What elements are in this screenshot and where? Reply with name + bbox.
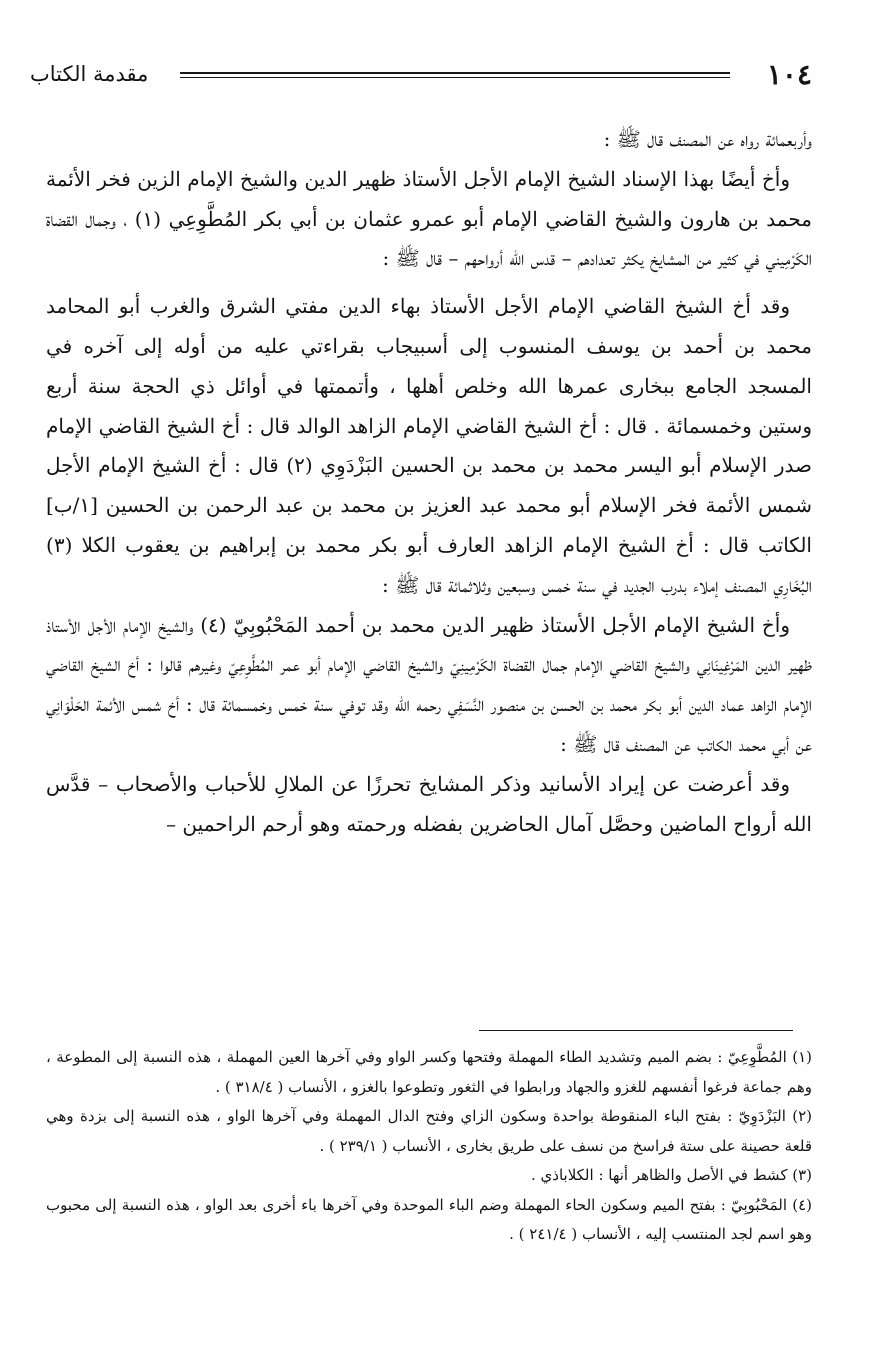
footnote-2: (٢) البَزْدَوِيّ : بفتح الباء المنقوطة بواحدة وسكون الزاي وفتح الدال المهملة وفي آخرها الواو ، هذه النسبة إلى بزدة وهي قلعة حصينة على ستة فراسخ من نسف على طريق بخارى ، الأنساب ( ٢٣٩/١ ) .	[46, 1107, 812, 1155]
footnote-3: (٣) كشط في الأصل والظاهر أنها : الكلاباذي .	[531, 1166, 812, 1184]
paragraph-3: وقد أخ الشيخ القاضي الإمام الأجل الأستاذ بهاء الدين مفتي الشرق والغرب أبو المحامد محمد بن أحمد بن يوسف المنسوب إلى أسبيجاب بقراءتي عليه من أوله إلى آخره في المسجد الجامع ببخارى عمرها الله وخلص أهلها ، وأتممتها في أوائل ذي الحجة سنة أربع وستين وخمسمائة . قال : أخ الشيخ القاضي الإمام الزاهد الوالد قال : أخ الشيخ القاضي الإمام صدر الإسلام أبو اليسر محمد بن محمد بن الحسين البَزْدَوِي (٢) قال : أخ الشيخ الإمام الأجل شمس الأئمة فخر الإسلام أبو محمد عبد العزيز بن محمد بن عبد الرحمن بن الحسين [١/ب] الكاتب قال : أخ الشيخ الإمام الزاهد العارف أبو بكر محمد بن إبراهيم بن يعقوب الكلا (٣) البُخَارِي المصنف إملاء بدرب الجديد في سنة خمس وسبعين وثلاثمائة قال ﷺ :	[46, 294, 812, 597]
footnote-separator	[479, 1030, 793, 1031]
paragraph-1: وأربعمائة رواه عن المصنف قال ﷺ :	[603, 127, 812, 151]
paragraph-4: وأخ الشيخ الإمام الأجل الأستاذ ظهير الدين محمد بن أحمد المَحْبُوبِيّ (٤) والشيخ الإمام الأجل الأستاذ ظهير الدين المَرْغِينَانِي والشيخ القاضي الإمام جمال القضاة الكَرْمِينِيّ والشيخ القاضي الإمام أبو عمر المُطَّوِعِيّ وغيرهم قالوا : أخ الشيخ القاضي الإمام الزاهد عماد الدين أبو بكر محمد بن الحسن بن منصور النَّسَفِي رحمه الله وقد توفي سنة خمس وخمسمائة قال : أخ شمس الأئمة الحَلْوَانِي عن أبي محمد الكاتب عن المصنف قال ﷺ :	[46, 612, 812, 756]
footnote-4: (٤) المَحْبُوبِيّ : بفتح الميم وسكون الحاء المهملة وضم الباء الموحدة وفي آخرها باء أخرى بعد الواو ، هذه النسبة إلى محبوب وهو اسم لجد المنتسب إليه ، الأنساب ( ٢٤١/٤ ) .	[46, 1195, 812, 1243]
page-number: ١٠٤	[766, 58, 812, 91]
main-text	[46, 120, 812, 844]
footnotes	[46, 1043, 812, 1250]
paragraph-5: وقد أعرضت عن إيراد الأسانيد وذكر المشايخ تحرزًا عن الملالِ للأحباب والأصحاب – قدَّس الله أرواح الماضين وحصَّل آمال الحاضرين بفضله ورحمته وهو أرحم الراحمين –	[46, 771, 812, 836]
footnote-1: (١) المُطَّوِعِيّ : بضم الميم وتشديد الطاء المهملة وفتحها وكسر الواو وفي آخرها العين المهملة ، هذه النسبة إلى المطوعة ، وهم جماعة فرغوا أنفسهم للغزو والجهاد ورابطوا في الثغور وتطوعوا بالغزو ، الأنساب ( ٣١٨/٤ ) .	[46, 1048, 812, 1096]
header-rule	[180, 72, 730, 78]
page-header	[30, 58, 812, 98]
running-title: مقدمة الكتاب	[30, 62, 149, 86]
paragraph-2: وأخ أيضًا بهذا الإسناد الشيخ الإمام الأجل الأستاذ ظهير الدين والشيخ الإمام الزين فخر الأئمة محمد بن هارون والشيخ القاضي الإمام أبو عمرو عثمان بن أبي بكر المُطَّوِعِي (١) ، وجمال القضاة الكَرْمِيني في كثير من المشايخ يكثر تعدادهم – قدس الله أرواحهم – قال ﷺ :	[46, 166, 812, 271]
